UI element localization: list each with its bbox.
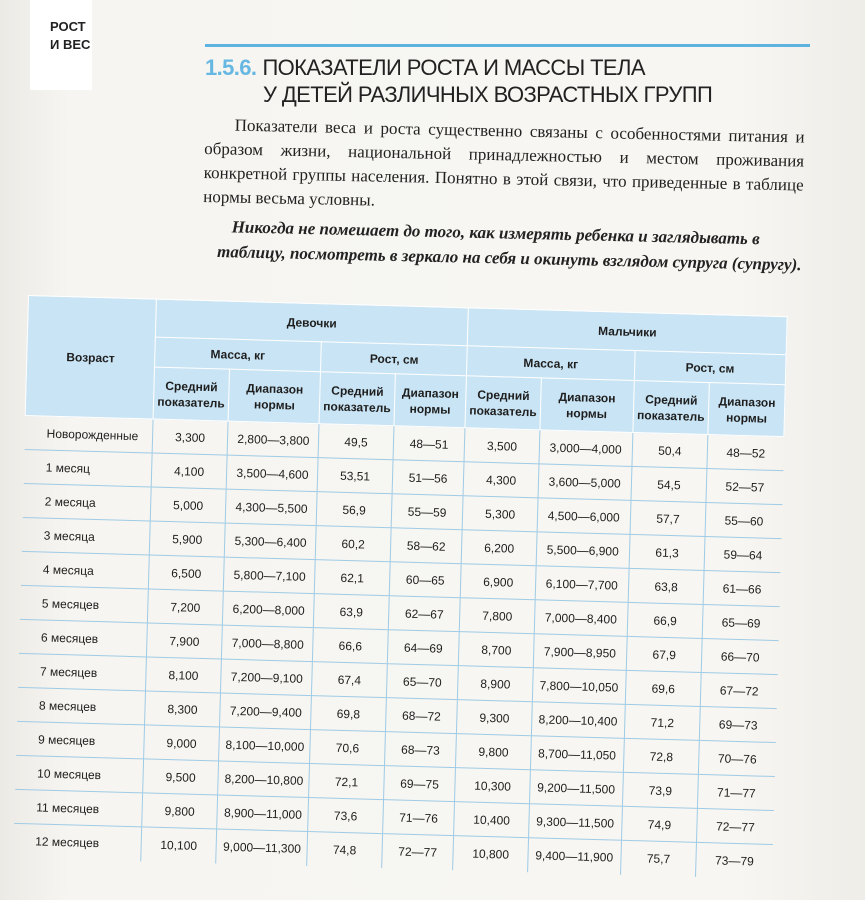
section-heading: [205, 54, 805, 108]
boys-mass-avg-cell: 3,500: [464, 428, 539, 464]
girls-height-range-cell: 64—69: [387, 630, 460, 666]
girls-mass-avg-cell: 10,100: [140, 827, 217, 863]
boys-mass-range-cell: 5,500—6,900: [536, 532, 630, 569]
boys-mass-range-cell: 3,600—5,000: [538, 464, 632, 501]
girls-mass-avg-cell: 8,100: [145, 657, 222, 693]
boys-height-range-cell: 66—70: [702, 638, 778, 674]
girls-height-range-cell: 72—77: [381, 834, 454, 870]
section-tab-line1: РОСТ: [50, 19, 86, 34]
boys-height-range-cell: 48—52: [707, 435, 783, 471]
age-cell: 4 месяца: [20, 551, 148, 589]
boys-height-avg-cell: 74,9: [621, 806, 698, 842]
girls-mass-range-cell: 5,800—7,100: [224, 557, 316, 594]
boys-mass-avg-cell: 9,800: [456, 734, 531, 770]
boys-mass-avg-cell: 6,900: [461, 564, 536, 600]
girls-mass-avg-cell: 6,500: [148, 555, 225, 591]
boys-mass-avg-cell: 8,700: [459, 632, 534, 668]
girls-height-avg-cell: 69,8: [311, 696, 386, 732]
girls-height-range-cell: 51—56: [392, 460, 465, 496]
boys-mass-range-cell: 7,800—10,050: [532, 668, 626, 705]
boys-height-avg-cell: 61,3: [629, 534, 706, 570]
boys-height-range-cell: 55—60: [705, 503, 781, 539]
boys-height-range-cell: 69—73: [700, 706, 776, 742]
girls-mass-range-cell: 7,200—9,400: [220, 693, 312, 730]
girls-height-range-cell: 48—51: [393, 426, 466, 462]
girls-mass-avg-cell: 7,900: [146, 623, 223, 659]
growth-table: [12, 295, 787, 879]
boys-height-avg-cell: 54,5: [631, 466, 708, 502]
girls-height-avg-cell: 53,51: [317, 458, 392, 494]
girls-mass-range-cell: 6,200—8,000: [223, 591, 315, 628]
boys-height-avg-header: Средний показатель: [632, 380, 709, 434]
boys-mass-range-cell: 9,300—11,500: [528, 804, 622, 841]
age-cell: 10 месяцев: [15, 755, 143, 793]
girls-header: Девочки: [155, 299, 469, 346]
boys-mass-range-cell: 8,200—10,400: [531, 702, 625, 739]
girls-mass-range-cell: 8,100—10,000: [219, 727, 311, 764]
boys-height-range-cell: 52—57: [706, 469, 782, 505]
girls-mass-avg-cell: 3,300: [152, 419, 229, 455]
boys-mass-range-cell: 4,500—6,000: [537, 498, 631, 535]
boys-mass-avg-cell: 7,800: [460, 598, 535, 634]
age-cell: 5 месяцев: [19, 585, 147, 623]
boys-mass-avg-cell: 10,800: [453, 836, 528, 872]
section-tab: [30, 0, 92, 90]
boys-height-avg-cell: 71,2: [624, 704, 701, 740]
girls-height-avg-header: Средний показатель: [319, 372, 395, 426]
boys-height-range-cell: 73—79: [714, 853, 754, 869]
girls-mass-avg-header: Средний показатель: [153, 367, 230, 421]
boys-mass-range-cell: 7,900—8,950: [533, 634, 627, 671]
boys-mass-avg-cell: 9,300: [457, 700, 532, 736]
boys-mass-avg-cell: 6,200: [462, 530, 537, 566]
boys-height-avg-cell: 57,7: [630, 500, 707, 536]
boys-mass-range-cell: 9,400—11,900: [527, 838, 621, 875]
table-body: [13, 415, 784, 878]
girls-height-avg-cell: 74,8: [307, 832, 382, 868]
girls-mass-range-cell: 3,500—4,600: [227, 455, 319, 492]
boys-mass-range-header: Диапазон нормы: [540, 378, 634, 433]
boys-height-range-cell: 71—77: [698, 774, 774, 810]
girls-height-range-cell: 65—70: [386, 664, 459, 700]
boys-height-avg-cell: 50,4: [631, 432, 708, 468]
boys-height-avg-cell: 66,9: [627, 602, 704, 638]
girls-mass-range-header: Диапазон нормы: [229, 369, 321, 424]
age-cell: 8 месяцев: [17, 687, 145, 725]
boys-mass-range-cell: 6,100—7,700: [535, 566, 629, 603]
girls-height-avg-cell: 67,4: [312, 662, 387, 698]
boys-mass-range-cell: 8,700—11,050: [530, 736, 624, 773]
girls-mass-avg-cell: 8,300: [144, 691, 221, 727]
age-cell: 6 месяцев: [18, 619, 146, 657]
girls-height-range-cell: 68—73: [384, 732, 457, 768]
age-cell: 11 месяцев: [14, 789, 142, 827]
intro-paragraph: Показатели веса и роста существенно связаны с особенностями питания и образом жизни, национальной принадлежностью и местом проживания конкретной группы населения. Понятно в этой связи, что приведенные в таблице нормы весьма условны.: [203, 115, 805, 210]
girls-height-range-cell: 71—76: [382, 800, 455, 836]
age-cell: 9 месяцев: [16, 721, 144, 759]
boys-height-avg-cell: 63,8: [628, 568, 705, 604]
boys-height-range-cell: 59—64: [705, 537, 781, 573]
boys-mass-header: Масса, кг: [467, 346, 635, 381]
girls-mass-avg-cell: 7,200: [147, 589, 224, 625]
boys-height-range-cell: 65—69: [703, 604, 779, 640]
boys-mass-avg-cell: 10,300: [455, 768, 530, 804]
girls-height-range-cell: 62—67: [388, 596, 461, 632]
girls-mass-range-cell: 4,300—5,500: [226, 489, 318, 526]
age-cell: 3 месяца: [21, 517, 149, 555]
age-cell: 1 месяц: [23, 449, 151, 487]
girls-mass-range-cell: 5,300—6,400: [225, 523, 317, 560]
age-cell: 2 месяца: [22, 483, 150, 521]
girls-height-avg-cell: 60,2: [316, 526, 391, 562]
girls-height-avg-cell: 63,9: [314, 594, 389, 630]
girls-height-avg-cell: 56,9: [316, 492, 391, 528]
girls-height-range-header: Диапазон нормы: [394, 374, 467, 428]
girls-height-avg-cell: 73,6: [308, 798, 383, 834]
girls-height-header: Рост, см: [321, 342, 468, 376]
boys-height-header: Рост, см: [634, 350, 786, 384]
boys-height-avg-cell: 69,6: [625, 670, 702, 706]
girls-height-avg-cell: 70,6: [310, 730, 385, 766]
boys-height-range-cell: 67—72: [701, 672, 777, 708]
girls-height-range-cell: 58—62: [390, 528, 463, 564]
section-tab-line2: И ВЕС: [50, 37, 91, 52]
boys-height-range-cell: 72—77: [697, 808, 773, 844]
girls-mass-avg-cell: 5,000: [150, 487, 227, 523]
boys-mass-avg-cell: 4,300: [463, 462, 538, 498]
boys-mass-avg-cell: 5,300: [462, 496, 537, 532]
girls-height-avg-cell: 49,5: [318, 424, 393, 460]
girls-height-range-cell: 68—72: [385, 698, 458, 734]
heading-line1: ПОКАЗАТЕЛИ РОСТА И МАССЫ ТЕЛА: [262, 55, 645, 80]
boys-mass-range-cell: 7,000—8,400: [534, 600, 628, 637]
boys-height-avg-cell: 75,7: [620, 840, 697, 876]
heading-rule: [205, 44, 810, 47]
girls-height-avg-cell: 62,1: [315, 560, 390, 596]
boys-mass-range-cell: 9,200—11,500: [529, 770, 623, 807]
boys-height-range-cell: 70—76: [699, 740, 775, 776]
girls-mass-avg-cell: 4,100: [151, 453, 228, 489]
boys-height-range-header: Диапазон нормы: [708, 383, 785, 437]
girls-mass-avg-cell: 9,000: [143, 725, 220, 761]
boys-mass-avg-cell: 10,400: [454, 802, 529, 838]
age-cell: Новорожденные: [24, 415, 152, 453]
girls-mass-range-cell: 7,000—8,800: [222, 625, 314, 662]
italic-note: Никогда не помешает до того, как измерять ребенка и заглядывать в таблицу, посмотреть в зеркало на себя и окинуть взглядом супруга (супругу).: [216, 217, 802, 275]
section-number: 1.5.6.: [205, 55, 257, 80]
boys-mass-range-cell: 3,000—4,000: [539, 430, 633, 467]
girls-height-range-cell: 69—75: [383, 766, 456, 802]
girls-mass-range-cell: 2,800—3,800: [228, 421, 320, 458]
girls-height-avg-cell: 72,1: [309, 764, 384, 800]
girls-mass-range-cell: 8,900—11,000: [217, 795, 309, 832]
heading-line2: У ДЕТЕЙ РАЗЛИЧНЫХ ВОЗРАСТНЫХ ГРУПП: [263, 82, 713, 107]
girls-height-avg-cell: 66,6: [313, 628, 388, 664]
girls-mass-range-cell: 8,200—10,800: [218, 761, 310, 798]
age-cell: 12 месяцев: [13, 823, 141, 861]
boys-height-avg-cell: 67,9: [626, 636, 703, 672]
girls-mass-avg-cell: 5,900: [149, 521, 226, 557]
boys-header: Мальчики: [468, 308, 788, 355]
boys-mass-avg-cell: 8,900: [458, 666, 533, 702]
age-header: Возраст: [25, 296, 156, 420]
growth-table-wrapper: [12, 295, 787, 879]
boys-height-avg-cell: 72,8: [623, 738, 700, 774]
girls-mass-range-cell: 7,200—9,100: [221, 659, 313, 696]
boys-height-avg-cell: 73,9: [622, 772, 699, 808]
age-cell: 7 месяцев: [18, 653, 146, 691]
girls-mass-header: Масса, кг: [154, 337, 322, 372]
girls-height-range-cell: 55—59: [391, 494, 464, 530]
girls-mass-avg-cell: 9,800: [141, 793, 218, 829]
girls-height-range-cell: 60—65: [389, 562, 462, 598]
girls-mass-range-cell: 9,000—11,300: [216, 829, 308, 866]
boys-height-range-cell: 61—66: [704, 570, 780, 606]
girls-mass-avg-cell: 9,500: [142, 759, 219, 795]
boys-mass-avg-header: Средний показатель: [465, 376, 541, 430]
